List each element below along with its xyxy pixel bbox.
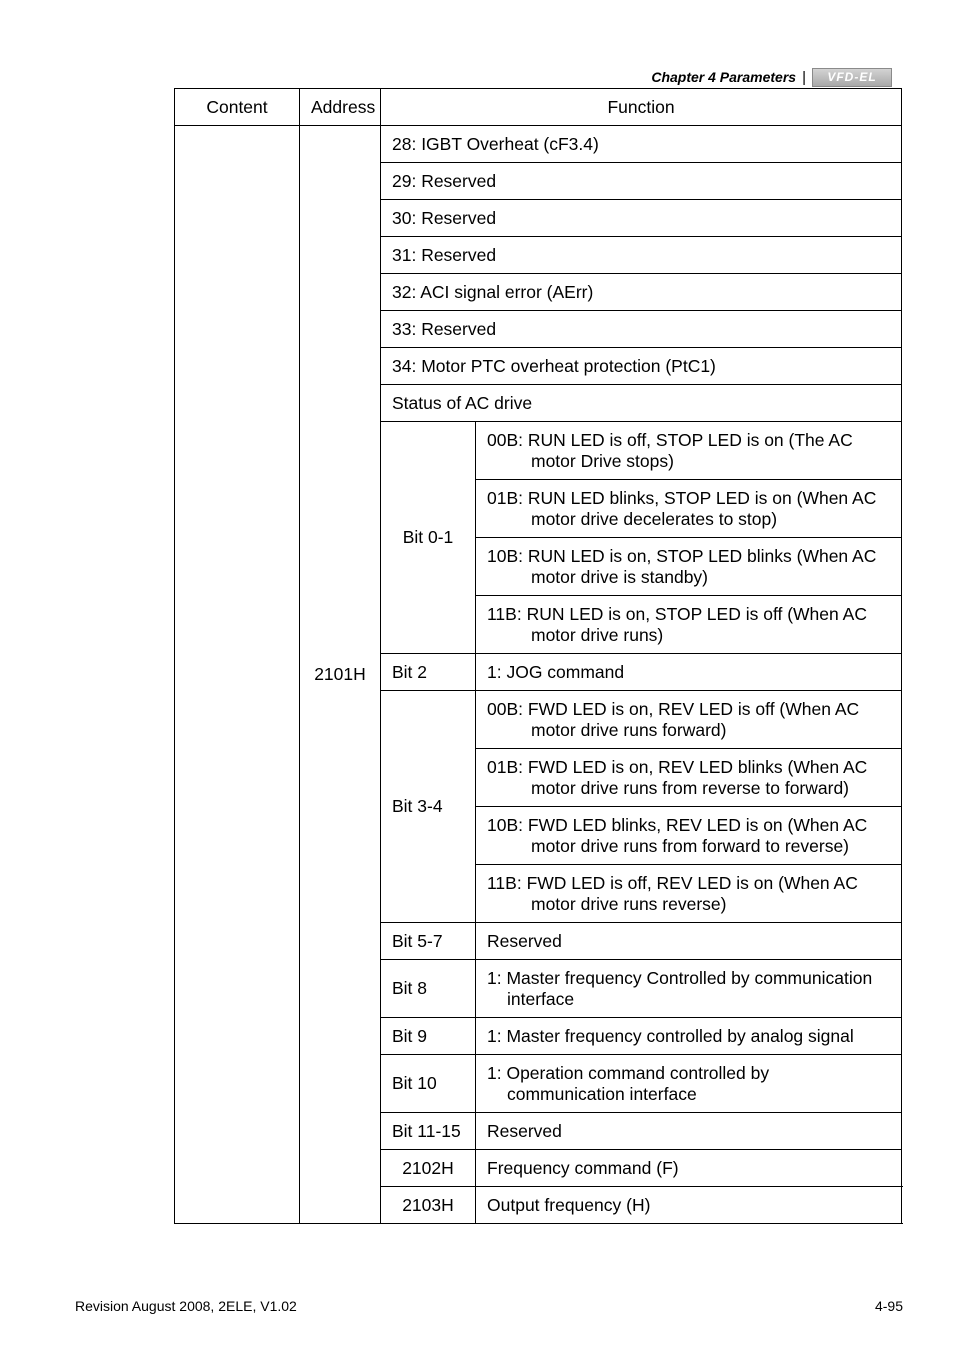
header-address: Address: [300, 89, 381, 126]
vfd-el-logo: VFD-EL: [812, 68, 892, 87]
bit-0-1-item: [476, 596, 902, 654]
header-function: Function: [381, 89, 902, 126]
bit-0-1-text: 11B: RUN LED is on, STOP LED is off (When AC motor drive runs): [487, 603, 867, 645]
bit-3-4-label: Bit 3-4: [381, 691, 476, 923]
bit-0-1-label: Bit 0-1: [381, 422, 476, 654]
error-code-34: 34: Motor PTC overheat protection (PtC1): [381, 348, 902, 385]
desc-2102h: Frequency command (F): [476, 1150, 902, 1187]
desc-2103h: Output frequency (H): [476, 1187, 902, 1224]
bit-3-4-text: 10B: FWD LED blinks, REV LED is on (When AC motor drive runs from forward to reverse): [487, 814, 868, 856]
error-code-28: 28: IGBT Overheat (cF3.4): [381, 126, 902, 163]
bit-2-desc: 1: JOG command: [476, 654, 902, 691]
error-code-29: 29: Reserved: [381, 163, 902, 200]
status-title: Status of AC drive: [381, 385, 902, 422]
address-2102h: 2102H: [381, 1150, 476, 1187]
address-2101h: 2101H: [300, 126, 381, 1224]
page-header: [651, 66, 892, 88]
table-header-row: [175, 89, 902, 126]
bit-3-4-text: 01B: FWD LED is on, REV LED blinks (When AC motor drive runs from reverse to forward): [487, 756, 868, 798]
bit-0-1-item: [476, 422, 902, 480]
error-code-31: 31: Reserved: [381, 237, 902, 274]
bit-9-label: Bit 9: [381, 1018, 476, 1055]
bit-0-1-text: 10B: RUN LED is on, STOP LED blinks (When AC motor drive is standby): [487, 545, 877, 587]
bit-0-1-item: [476, 538, 902, 596]
bit-5-7-desc: Reserved: [476, 923, 902, 960]
bit-3-4-text: 11B: FWD LED is off, REV LED is on (When AC motor drive runs reverse): [487, 872, 858, 914]
page-number: 4-95: [874, 1298, 903, 1314]
header-separator: |: [802, 68, 806, 86]
bit-3-4-item: [476, 865, 902, 923]
chapter-title: Chapter 4 Parameters: [651, 69, 797, 85]
address-2103h: 2103H: [381, 1187, 476, 1224]
bit-0-1-item: [476, 480, 902, 538]
bit-8-desc: 1: Master frequency Controlled by communication interface: [487, 967, 873, 1009]
bit-5-7-label: Bit 5-7: [381, 923, 476, 960]
bit-3-4-item: [476, 749, 902, 807]
bit-8-label: Bit 8: [381, 960, 476, 1018]
bit-10-desc: 1: Operation command controlled by communication interface: [487, 1062, 770, 1104]
error-code-30: 30: Reserved: [381, 200, 902, 237]
bit-9-desc: 1: Master frequency controlled by analog signal: [476, 1018, 902, 1055]
parameter-table: [174, 88, 902, 1224]
bit-0-1-text: 00B: RUN LED is off, STOP LED is on (The AC motor Drive stops): [487, 429, 853, 471]
bit-3-4-text: 00B: FWD LED is on, REV LED is off (When AC motor drive runs forward): [487, 698, 860, 740]
revision-text: Revision August 2008, 2ELE, V1.02: [75, 1298, 297, 1314]
bit-3-4-item: [476, 691, 902, 749]
bit-10-label: Bit 10: [381, 1055, 476, 1113]
bit-0-1-text: 01B: RUN LED blinks, STOP LED is on (When AC motor drive decelerates to stop): [487, 487, 877, 529]
header-content: Content: [175, 89, 300, 126]
error-code-32: 32: ACI signal error (AErr): [381, 274, 902, 311]
bit-2-label: Bit 2: [381, 654, 476, 691]
bit-8-cell: [476, 960, 902, 1018]
table-row: [175, 126, 902, 163]
bit-10-cell: [476, 1055, 902, 1113]
bit-11-15-desc: Reserved: [476, 1113, 902, 1150]
content-cell: [175, 126, 300, 1224]
bit-3-4-item: [476, 807, 902, 865]
bit-11-15-label: Bit 11-15: [381, 1113, 476, 1150]
error-code-33: 33: Reserved: [381, 311, 902, 348]
